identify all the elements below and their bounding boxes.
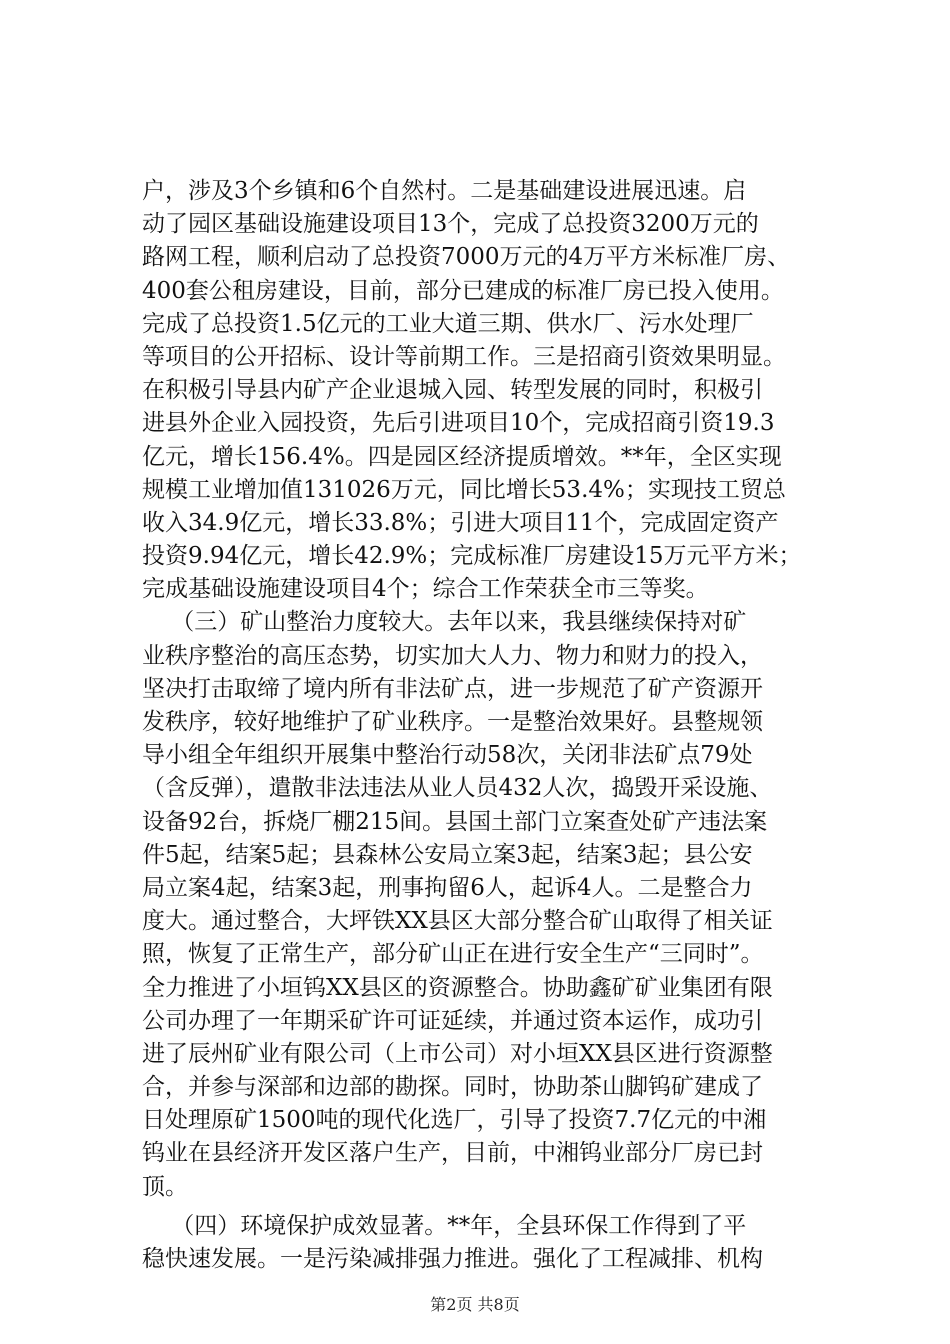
page-footer: 第2页 共8页 <box>430 1295 520 1314</box>
paragraph-heading-line: （三）矿山整治力度较大。去年以来，我县继续保持对矿 <box>142 609 747 636</box>
text-line: 等项目的公开招标、设计等前期工作。三是招商引资效果明显。 <box>142 343 786 370</box>
text-line: 全力推进了小垣钨XX县区的资源整合。协助鑫矿矿业集团有限 <box>142 974 773 1001</box>
text-line: 完成了总投资1.5亿元的工业大道三期、供水厂、污水处理厂 <box>142 310 754 337</box>
text-line: 动了园区基础设施建设项目13个，完成了总投资3200万元的 <box>142 211 759 238</box>
text-line: 顶。 <box>142 1173 188 1200</box>
text-line: 度大。通过整合，大坪铁XX县区大部分整合矿山取得了相关证 <box>142 908 773 935</box>
text-line: 路网工程，顺利启动了总投资7000万元的4万平方米标准厂房、 <box>142 244 791 271</box>
text-line: 稳快速发展。一是污染减排强力推进。强化了工程减排、机构 <box>142 1246 763 1272</box>
text-line: 公司办理了一年期采矿许可证延续，并通过资本运作，成功引 <box>142 1007 763 1034</box>
text-line: 投资9.94亿元，增长42.9%；完成标准厂房建设15万元平方米； <box>142 543 802 570</box>
paragraph-heading-line: （四）环境保护成效显著。**年，全县环保工作得到了平 <box>142 1212 747 1239</box>
text-line: 亿元，增长156.4%。四是园区经济提质增效。**年，全区实现 <box>142 443 782 470</box>
text-line: 照，恢复了正常生产，部分矿山正在进行安全生产“三同时”。 <box>142 941 764 968</box>
text-line: 设备92台，拆烧厂棚215间。县国土部门立案查处矿产违法案 <box>142 808 768 835</box>
text-line: 导小组全年组织开展集中整治行动58次，关闭非法矿点79处 <box>142 742 753 769</box>
text-line: 合，并参与深部和边部的勘探。同时，协助茶山脚钨矿建成了 <box>142 1074 763 1101</box>
text-line: （含反弹），遣散非法违法从业人员432人次，捣毁开采设施、 <box>142 775 773 802</box>
text-line: 进了辰州矿业有限公司（上市公司）对小垣XX县区进行资源整 <box>142 1040 773 1067</box>
text-line: 发秩序，较好地维护了矿业秩序。一是整治效果好。县整规领 <box>142 709 763 735</box>
text-line: 钨业在县经济开发区落户生产，目前，中湘钨业部分厂房已封 <box>142 1140 763 1167</box>
text-line: 坚决打击取缔了境内所有非法矿点，进一步规范了矿产资源开 <box>142 675 763 702</box>
text-line: 进县外企业入园投资，先后引进项目10个，完成招商引资19.3 <box>142 410 775 437</box>
text-line: 在积极引导县内矿产企业退城入园、转型发展的同时，积极引 <box>142 377 763 404</box>
text-line: 规模工业增加值131026万元，同比增长53.4%；实现技工贸总 <box>142 476 786 503</box>
text-line: 日处理原矿1500吨的现代化选厂，引导了投资7.7亿元的中湘 <box>142 1107 767 1134</box>
text-line: 户，涉及3个乡镇和6个自然村。二是基础建设进展迅速。启 <box>142 178 747 204</box>
text-line: 件5起，结案5起；县森林公安局立案3起，结案3起；县公安 <box>142 841 753 868</box>
text-line: 局立案4起，结案3起，刑事拘留6人，起诉4人。二是整合力 <box>142 874 753 901</box>
text-line: 完成基础设施建设项目4个；综合工作荣获全市三等奖。 <box>142 576 709 603</box>
text-line: 400套公租房建设，目前，部分已建成的标准厂房已投入使用。 <box>142 277 784 304</box>
text-line: 业秩序整治的高压态势，切实加大人力、物力和财力的投入， <box>142 642 763 669</box>
body-text <box>142 175 862 1276</box>
text-line: 收入34.9亿元，增长33.8%；引进大项目11个，完成固定资产 <box>142 509 779 536</box>
